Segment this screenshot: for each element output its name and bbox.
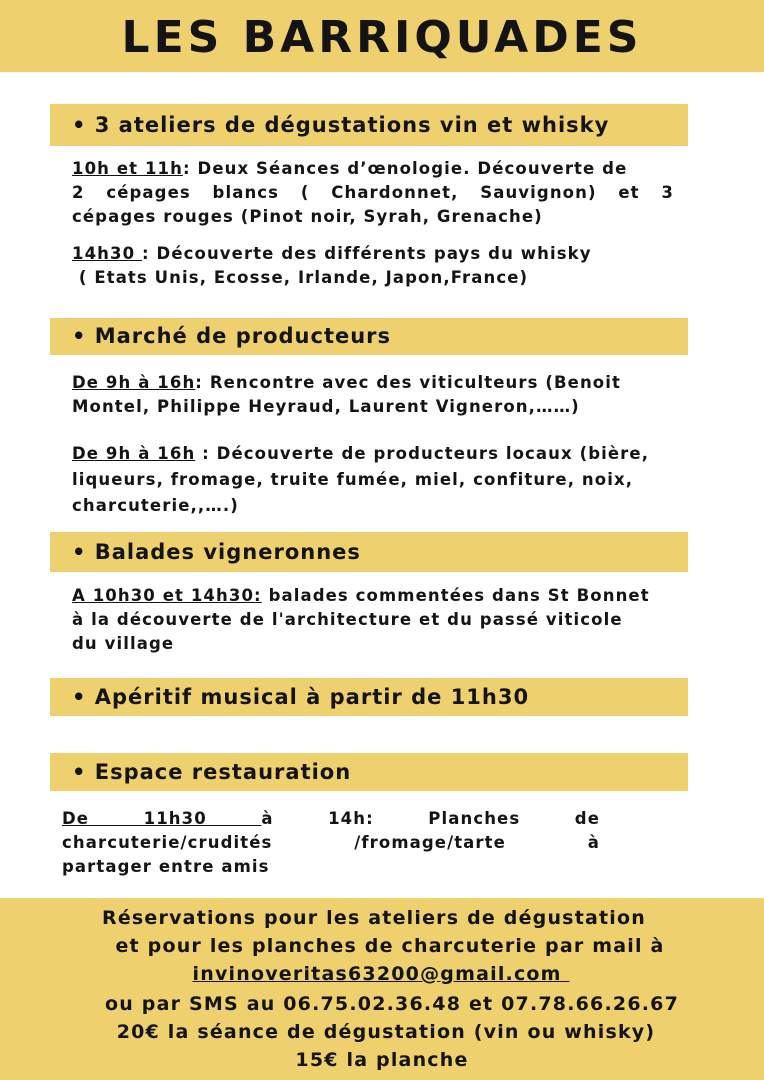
title-bar: [0, 0, 764, 72]
marche-item-1-text-1: : Rencontre avec des viticulteurs (Benoit: [195, 373, 621, 392]
balades-item-1-text-3: du village: [72, 634, 175, 653]
marche-item-2-text-3: charcuterie,,….): [72, 496, 239, 515]
ateliers-item-2: [72, 242, 674, 290]
ateliers-item-1-text-1: : Deux Séances d’œnologie. Découverte de: [182, 159, 628, 178]
section-heading-aperitif: • Apéritif musical à partir de 11h30: [50, 678, 688, 716]
balades-item-1-colon: :: [254, 586, 262, 605]
ateliers-item-2-text-2: ( Etats Unis, Ecosse, Irlande, Japon,France): [72, 268, 529, 287]
ateliers-item-1: [72, 157, 674, 229]
marche-item-1-text-2: Montel, Philippe Heyraud, Laurent Vigneron,……): [72, 397, 580, 416]
balades-item-1-text-2: à la découverte de l'architecture et du passé viticole: [72, 610, 623, 629]
balades-item-1-text-1: balades commentées dans St Bonnet: [261, 586, 650, 605]
page-title: LES BARRIQUADES: [121, 12, 643, 63]
footer-line-6: 15€ la planche: [295, 1049, 469, 1071]
footer-line-4: ou par SMS au 06.75.02.36.48 et 07.78.66.26.67: [105, 993, 679, 1015]
restauration-text-3: partager entre amis: [62, 857, 270, 876]
marche-item-2-text-2: liqueurs, fromage, truite fumée, miel, confiture, noix,: [72, 470, 634, 489]
marche-item-2-text-1: : Découverte de producteurs locaux (bière,: [195, 444, 650, 463]
balades-item-1: [72, 584, 702, 656]
section-heading-marche: • Marché de producteurs: [50, 318, 688, 355]
reservation-footer: [0, 898, 764, 1080]
ateliers-item-2-text-1: : Découverte des différents pays du whisky: [142, 244, 592, 263]
ateliers-item-2-time: 14h30: [72, 244, 143, 263]
section-heading-ateliers: • 3 ateliers de dégustations vin et whisky: [50, 104, 688, 146]
ateliers-item-1-text-3: cépages rouges (Pinot noir, Syrah, Grenache): [72, 207, 543, 226]
section-heading-balades: • Balades vigneronnes: [50, 532, 688, 572]
restauration-text-2: charcuterie/crudités /fromage/tarte à: [62, 833, 600, 852]
restauration-item: [62, 807, 600, 879]
marche-item-2-time: De 9h à 16h: [72, 444, 196, 463]
marche-item-1: [72, 371, 682, 419]
ateliers-item-1-text-2: 2 cépages blancs ( Chardonnet, Sauvignon) et 3: [72, 183, 674, 202]
section-heading-restauration: • Espace restauration: [50, 753, 688, 791]
restauration-time: De 11h30: [62, 809, 262, 828]
footer-line-2: et pour les planches de charcuterie par mail à: [115, 935, 665, 957]
marche-item-1-time: De 9h à 16h: [72, 373, 196, 392]
footer-line-5: 20€ la séance de dégustation (vin ou whisky): [116, 1021, 656, 1043]
restauration-text-1: à 14h: Planches de: [261, 809, 600, 828]
marche-item-2: [72, 441, 702, 519]
footer-email-link[interactable]: invinoveritas63200@gmail.com: [192, 963, 570, 985]
ateliers-item-1-time: 10h et 11h: [72, 159, 183, 178]
footer-line-1: Réservations pour les ateliers de dégustation: [102, 907, 646, 929]
balades-item-1-time: A 10h30 et 14h30: [72, 586, 255, 605]
